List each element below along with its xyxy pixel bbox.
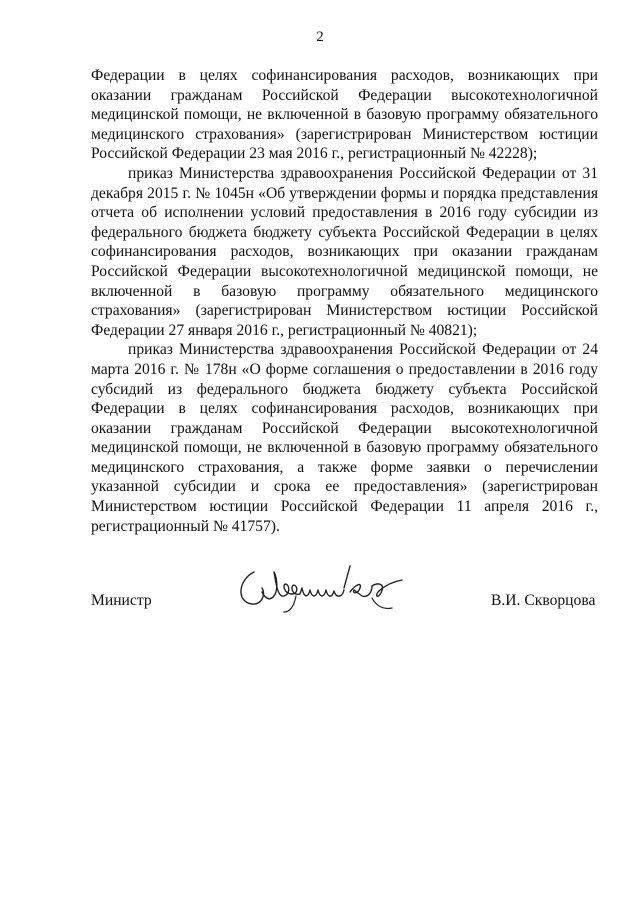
paragraph-order-178n: приказ Министерства здравоохранения Российской Федерации от 24 марта 2016 г. № 178н «О форме соглашения о предоставлении в 2016 году субсидий из федерального бюджета бюджету субъекта Российской Федерации в целях софинансирования расходов, возникающих при оказании гражданам Российской Федерации высокотехнологичной медицинской помощи, не включенной в базовую программу обязательного медицинского страхования, а также форме заявки о перечислении указанной субсидии и срока ее предоставления» (зарегистрирован Министерством юстиции Российской Федерации 11 апреля 2016 г., регистрационный № 41757). <box>91 341 598 535</box>
paragraph-continuation: Федерации в целях софинансирования расходов, возникающих при оказании гражданам Российской Федерации высокотехнологичной медицинской помощи, не включенной в базовую программу обязательного медицинского страхования» (зарегистрирован Министерством юстиции Российской Федерации 23 мая 2016 г., регистрационный № 42228); <box>91 67 598 163</box>
signatory-name: В.И. Скворцова <box>491 592 596 609</box>
signatory-title: Министр <box>91 592 152 609</box>
page-number: 2 <box>316 29 324 45</box>
handwritten-signature <box>232 558 422 616</box>
document-body <box>91 66 598 536</box>
paragraph-order-1045n: приказ Министерства здравоохранения Российской Федерации от 31 декабря 2015 г. № 1045н «Об утверждении формы и порядка представления отчета об исполнении условий предоставления в 2016 году субсидии из федерального бюджета бюджету субъекта Российской Федерации в целях софинансирования расходов, возникающих при оказании гражданам Российской Федерации высокотехнологичной медицинской помощи, не включенной в базовую программу обязательного медицинского страхования» (зарегистрирован Министерством юстиции Российской Федерации 27 января 2016 г., регистрационный № 40821); <box>91 164 598 339</box>
